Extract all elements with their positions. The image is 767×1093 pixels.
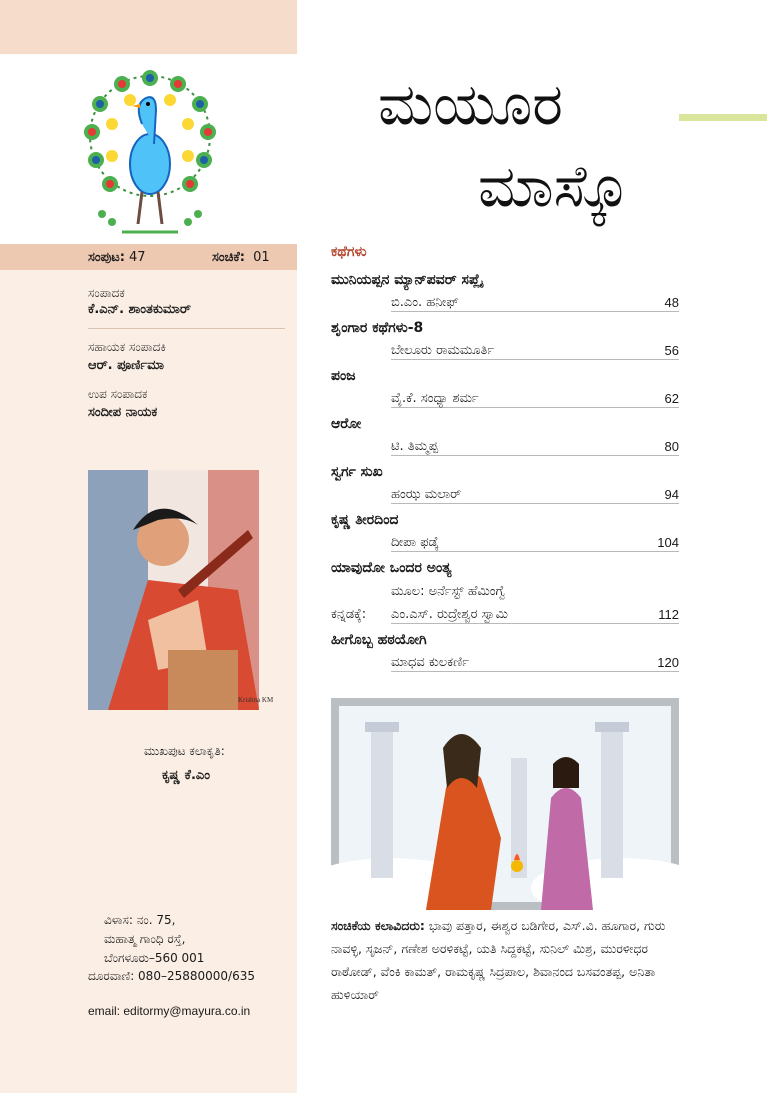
story-author-row — [391, 484, 679, 504]
story-title: ಮುನಿಯಪ್ಪನ ಮ್ಯಾನ್‌ಪವರ್ ಸಪ್ಲೈ — [331, 272, 483, 288]
email-line[interactable]: email: editormy@mayura.co.in — [88, 1004, 251, 1018]
deputy-editor-name: ಸಂದೀಪ ನಾಯಕ — [88, 405, 158, 420]
cover-art-label: ಮುಖಪುಟ ಕಲಾಕೃತಿ: — [144, 744, 225, 758]
story-title: ಆರೋ — [331, 416, 362, 432]
toc-heading: ಕಥೆಗಳು — [331, 244, 367, 260]
story-page: 94 — [664, 487, 679, 502]
volume-label: ಸಂಪುಟ: — [88, 249, 125, 265]
address-line-2: ಮಹಾತ್ಮ ಗಾಂಧಿ ರಸ್ತೆ, — [104, 932, 186, 946]
story-title: ಪಂಜ — [331, 368, 356, 384]
story-author-row — [391, 580, 679, 600]
cover-signature: Krishna KM — [238, 696, 274, 704]
credit-divider — [88, 328, 285, 329]
story-title: ಸ್ವರ್ಗ ಸುಖ — [331, 464, 383, 480]
story-author-row — [391, 532, 679, 552]
masthead-line-2: ಮಾಸ್ಕೊ — [478, 152, 630, 220]
story-author: ಮಾಧವ ಕುಲಕರ್ಣಿ — [391, 655, 470, 670]
story-translator-row — [331, 604, 679, 624]
story-title: ಶೃಂಗಾರ ಕಥೆಗಳು-8 — [331, 320, 424, 336]
story-page: 80 — [664, 439, 679, 454]
assistant-editor-label: ಸಹಾಯಕ ಸಂಪಾದಕಿ — [88, 340, 166, 354]
address-line-3: ಬೆಂಗಳೂರು–560 001 — [104, 951, 205, 965]
story-author: ವೈ.ಕೆ. ಸಂಧ್ಯಾ ಶರ್ಮ — [391, 391, 479, 406]
peacock-logo-icon — [82, 64, 218, 242]
story-author: ಬಿ.ಎಂ. ಹನೀಫ್ — [391, 295, 459, 310]
cover-artwork-image — [88, 470, 274, 710]
masthead-logo — [378, 66, 638, 220]
masthead-line-1: ಮಯೂರ — [378, 70, 563, 138]
story-author: ದೀಪಾ ಫಡ್ಕೆ — [391, 535, 439, 550]
story-page: 62 — [664, 391, 679, 406]
story-title: ಕೃಷ್ಣ ತೀರದಿಂದ — [331, 512, 399, 528]
story-translator: ಎಂ.ಎಸ್. ರುದ್ರೇಶ್ವರ ಸ್ವಾಮಿ — [391, 607, 508, 622]
story-page: 48 — [664, 295, 679, 310]
volume-value: 47 — [128, 249, 146, 265]
issue-artists-credit — [331, 914, 691, 1006]
story-author: ಮೂಲ: ಅರ್ನೆಸ್ಟ್ ಹೆಮಿಂಗ್ವೆ — [391, 584, 506, 599]
story-page: 112 — [658, 607, 679, 622]
story-author: ಟಿ. ತಿಮ್ಮಪ್ಪ — [391, 439, 439, 454]
phone-line: ದೂರವಾಣಿ: 080–25880000/635 — [88, 969, 255, 983]
artists-names: ಭಾವು ಪತ್ತಾರ, ಈಶ್ವರ ಬಡಿಗೇರ, ಎಸ್.ವಿ. ಹೂಗಾರ, ಗುರು ನಾವಳ್ಳಿ, ಸೃಜನ್, ಗಣೇಶ ಅರಳಿಕಟ್ಟೆ, ಯತಿ ಸಿದ್ದಕಟ್ಟೆ, ಸುನಿಲ್ ಮಿಶ್ರ, ಮುರಳೀಧರ ರಾಠೋಡ್, ವೆಂಕಿ ಕಾಮತ್, ರಾಮಕೃಷ್ಣ ಸಿದ್ರಪಾಲ, ಶಿವಾನಂದ ಬಸವಂತಪ್ಪ, ಅನಿತಾ ಹುಳಿಯಾರ್ — [331, 918, 666, 1002]
story-author-row — [391, 436, 679, 456]
story-page: 56 — [664, 343, 679, 358]
address-line-1: ವಿಳಾಸ: ನಂ. 75, — [104, 913, 176, 927]
story-author-row — [391, 652, 679, 672]
story-author-row — [391, 292, 679, 312]
issue-group — [212, 250, 270, 265]
assistant-editor-name: ಆರ್. ಪೂರ್ಣಿಮಾ — [88, 358, 165, 373]
editor-name: ಕೆ.ಎನ್. ಶಾಂತಕುಮಾರ್ — [88, 302, 191, 317]
volume-issue-bar — [0, 244, 297, 270]
translator-prefix: ಕನ್ನಡಕ್ಕೆ: — [331, 607, 367, 622]
cover-artist-name: ಕೃಷ್ಣ ಕೆ.ಎಂ — [162, 768, 210, 783]
accent-line — [679, 114, 767, 121]
story-author: ಹಂಝ ಮಲಾರ್ — [391, 487, 462, 502]
artists-label: ಸಂಚಿಕೆಯ ಕಲಾವಿದರು: — [331, 918, 425, 933]
story-author-row — [391, 388, 679, 408]
story-illustration-image — [331, 698, 679, 910]
story-author: ಬೇಲೂರು ರಾಮಮೂರ್ತಿ — [391, 343, 495, 358]
issue-value: 01 — [253, 249, 270, 265]
story-page: 120 — [657, 655, 679, 670]
story-page: 104 — [657, 535, 679, 550]
editor-label: ಸಂಪಾದಕ — [88, 286, 125, 300]
deputy-editor-label: ಉಪ ಸಂಪಾದಕ — [88, 387, 148, 401]
issue-label: ಸಂಚಿಕೆ: — [212, 249, 245, 265]
story-author-row — [391, 340, 679, 360]
sidebar-top-band — [0, 0, 297, 54]
story-title: ಹೀಗೊಬ್ಬ ಹಠಯೋಗಿ — [331, 632, 427, 648]
story-title: ಯಾವುದೋ ಒಂದರ ಅಂತ್ಯ — [331, 560, 452, 576]
